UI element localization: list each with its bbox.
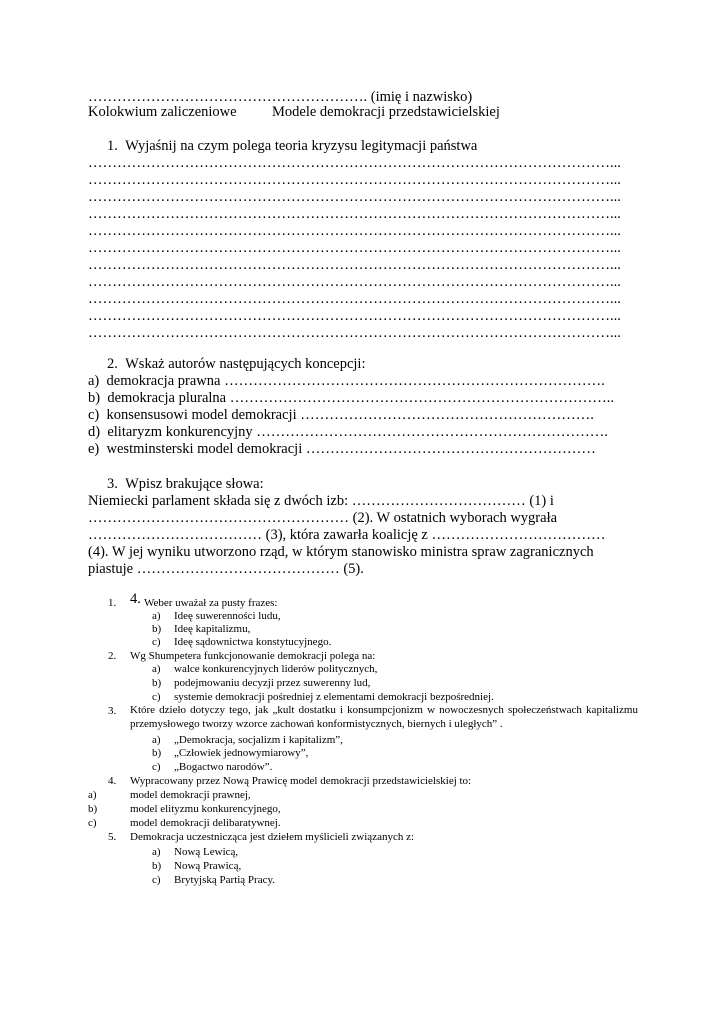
answer-line[interactable]: ………………………………………………………………………………………………... xyxy=(88,274,621,290)
q3-line[interactable]: ……………………………… (3), która zawarła koalicję z ……………………………… xyxy=(88,527,606,543)
option-text[interactable]: model demokracji prawnej, xyxy=(130,789,251,801)
test-q-number: 3. xyxy=(108,705,117,717)
test-q-big-number: 4. xyxy=(130,591,141,607)
q2-item[interactable]: d) elitaryzm konkurencyjny ………………………………………………………………. xyxy=(88,424,608,440)
answer-line[interactable]: ………………………………………………………………………………………………... xyxy=(88,223,621,239)
option-letter[interactable]: b) xyxy=(152,677,162,689)
option-text[interactable]: Ideę suwerenności ludu, xyxy=(174,610,281,622)
option-letter[interactable]: c) xyxy=(152,874,161,886)
test-q-number: 2. xyxy=(108,650,117,662)
test-q-text: Które dzieło dotyczy tego, jak „kult dostatku i konsumpcjonizm w nowoczesnych społeczeństwach kapitalizmu przemysłowego tworzy wzorce zachowań konformistycznych, biernych i uległych” . xyxy=(130,704,638,730)
q1-title: 1. Wyjaśnij na czym polega teoria kryzysu legitymacji państwa xyxy=(107,138,478,154)
q2-item[interactable]: e) westminsterski model demokracji …………………………………………………… xyxy=(88,441,596,457)
option-letter[interactable]: c) xyxy=(152,761,161,773)
answer-line[interactable]: ………………………………………………………………………………………………... xyxy=(88,206,621,222)
q3-line[interactable]: Niemiecki parlament składa się z dwóch izb: ……………………………… (1) i xyxy=(88,493,554,509)
option-text[interactable]: Nową Prawicą, xyxy=(174,860,242,872)
option-text[interactable]: „Człowiek jednowymiarowy”, xyxy=(174,747,309,759)
option-text[interactable]: Brytyjską Partią Pracy. xyxy=(174,874,276,886)
answer-line[interactable]: ………………………………………………………………………………………………... xyxy=(88,240,621,256)
q3-line[interactable]: ……………………………………………… (2). W ostatnich wyborach wygrała xyxy=(88,510,558,526)
option-letter[interactable]: b) xyxy=(88,803,98,815)
q3-line[interactable]: (4). W jej wyniku utworzono rząd, w którym stanowisko ministra spraw zagranicznych xyxy=(88,544,594,560)
test-q-text: Demokracja uczestnicząca jest dziełem myślicieli związanych z: xyxy=(130,831,415,843)
test-q-number: 4. xyxy=(108,775,117,787)
option-letter[interactable]: a) xyxy=(152,846,161,858)
option-letter[interactable]: b) xyxy=(152,860,162,872)
option-text[interactable]: model elityzmu konkurencyjnego, xyxy=(130,803,281,815)
option-text[interactable]: Nową Lewicą, xyxy=(174,846,239,858)
option-letter[interactable]: c) xyxy=(152,636,161,648)
option-letter[interactable]: a) xyxy=(152,663,161,675)
option-letter[interactable]: c) xyxy=(88,817,97,829)
test-q-number: 1. xyxy=(108,597,117,609)
option-text[interactable]: „Demokracja, socjalizm i kapitalizm”, xyxy=(174,734,343,746)
option-text[interactable]: „Bogactwo narodów”. xyxy=(174,761,273,773)
q2-title: 2. Wskaż autorów następujących koncepcji: xyxy=(107,356,366,372)
test-q-text: Weber uważał za pusty frazes: xyxy=(144,597,278,609)
answer-line[interactable]: ………………………………………………………………………………………………... xyxy=(88,325,621,341)
option-letter[interactable]: a) xyxy=(88,789,97,801)
answer-line[interactable]: ………………………………………………………………………………………………... xyxy=(88,155,621,171)
exam-type: Kolokwium zaliczeniowe xyxy=(88,104,237,120)
q3-line[interactable]: piastuje …………………………………… (5). xyxy=(88,561,364,577)
option-text[interactable]: systemie demokracji pośredniej z elementami demokracji bezpośredniej. xyxy=(174,691,494,703)
name-line: …………………………………………………. (imię i nazwisko) xyxy=(88,89,473,105)
option-text[interactable]: walce konkurencyjnych liderów politycznych, xyxy=(174,663,378,675)
option-text[interactable]: podejmowaniu decyzji przez suwerenny lud, xyxy=(174,677,371,689)
course-title: Modele demokracji przedstawicielskiej xyxy=(272,104,500,120)
answer-line[interactable]: ………………………………………………………………………………………………... xyxy=(88,172,621,188)
q2-item[interactable]: c) konsensusowi model demokracji ……………………………………………………. xyxy=(88,407,594,423)
answer-line[interactable]: ………………………………………………………………………………………………... xyxy=(88,257,621,273)
option-letter[interactable]: b) xyxy=(152,623,162,635)
test-q-number: 5. xyxy=(108,831,117,843)
test-q-text: Wg Shumpetera funkcjonowanie demokracji polega na: xyxy=(130,650,376,662)
answer-line[interactable]: ………………………………………………………………………………………………... xyxy=(88,308,621,324)
q2-item[interactable]: b) demokracja pluralna …………………………………………………………………….. xyxy=(88,390,614,406)
option-text[interactable]: Ideę sądownictwa konstytucyjnego. xyxy=(174,636,332,648)
option-letter[interactable]: c) xyxy=(152,691,161,703)
q2-item[interactable]: a) demokracja prawna ……………………………………………………………………. xyxy=(88,373,605,389)
option-letter[interactable]: a) xyxy=(152,610,161,622)
test-q-text: Wypracowany przez Nową Prawicę model demokracji przedstawicielskiej to: xyxy=(130,775,472,787)
answer-line[interactable]: ………………………………………………………………………………………………... xyxy=(88,189,621,205)
option-letter[interactable]: a) xyxy=(152,734,161,746)
option-letter[interactable]: b) xyxy=(152,747,162,759)
option-text[interactable]: model demokracji delibaratywnej. xyxy=(130,817,281,829)
q3-title: 3. Wpisz brakujące słowa: xyxy=(107,476,264,492)
option-text[interactable]: Ideę kapitalizmu, xyxy=(174,623,251,635)
answer-line[interactable]: ………………………………………………………………………………………………... xyxy=(88,291,621,307)
